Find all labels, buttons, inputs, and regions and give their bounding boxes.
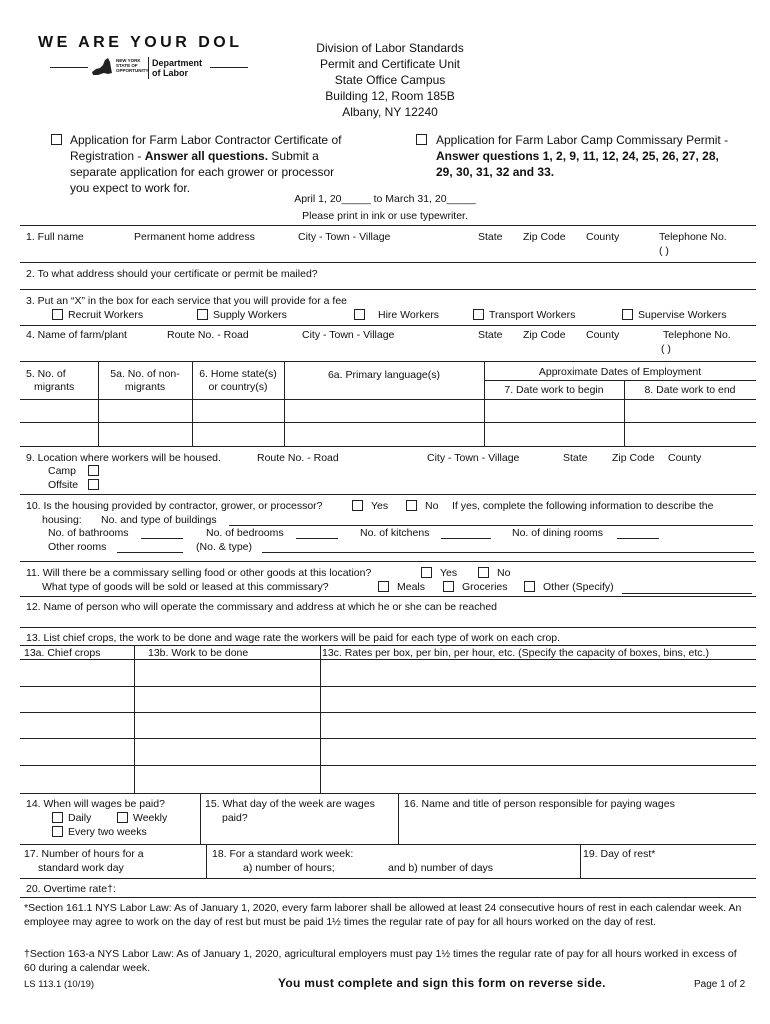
- meals-checkbox[interactable]: [378, 581, 389, 592]
- bathrooms-field[interactable]: [141, 538, 183, 539]
- q9-city-label: City - Town - Village: [427, 452, 520, 464]
- other-rooms-field[interactable]: [117, 552, 183, 553]
- q9-county-label: County: [668, 452, 702, 464]
- recruit-workers-option[interactable]: Recruit Workers: [52, 309, 143, 321]
- q1-phone-label: Telephone No.: [659, 231, 727, 243]
- q18-label: 18. For a standard work week:: [212, 848, 354, 860]
- q4-city-label: City - Town - Village: [302, 329, 395, 341]
- q9-route-label: Route No. - Road: [257, 452, 339, 464]
- q18-hours-label: a) number of hours;: [243, 862, 335, 874]
- q10-other-rooms-label: Other rooms: [48, 541, 107, 553]
- q14-label: 14. When will wages be paid?: [26, 798, 165, 810]
- section-163-note: †Section 163-a NYS Labor Law: As of January 1, 2020, agricultural employers must pay 1½ times the regular rate of pay for all hours worked in excess of 60 during a calendar week.: [24, 948, 737, 974]
- section-161-note: *Section 161.1 NYS Labor Law: As of January 1, 2020, every farm laborer shall be allowed at least 24 consecutive hours of rest in each calendar week. An employee may agree to work on the day of rest but must be paid 1½ times the regular rate of pay for all hours worked on the day of rest.: [24, 902, 742, 928]
- print-note: Please print in ink or use typewriter.: [302, 210, 468, 222]
- q18-days-label: and b) number of days: [388, 862, 494, 874]
- camp-checkbox[interactable]: [88, 465, 99, 476]
- meals-option[interactable]: Meals: [378, 581, 425, 593]
- q4-farm-label: 4. Name of farm/plant: [26, 329, 127, 341]
- q13b-header: 13b. Work to be done: [148, 647, 249, 659]
- weekly-checkbox[interactable]: [117, 812, 128, 823]
- q4-phone-label: Telephone No.: [663, 329, 731, 341]
- q10-type-label: (No. & type): [196, 541, 253, 553]
- weekly-option[interactable]: Weekly: [117, 812, 167, 824]
- groceries-checkbox[interactable]: [443, 581, 454, 592]
- q11-yes-option[interactable]: Yes: [421, 567, 457, 579]
- q11-goods-label: What type of goods will be sold or leased at this commissary?: [42, 581, 329, 593]
- q13c-header: 13c. Rates per box, per bin, per hour, etc. (Specify the capacity of boxes, bins, etc.): [322, 647, 709, 659]
- q7-begin-header: 7. Date work to begin: [504, 384, 604, 396]
- slogan: WE ARE YOUR DOL: [38, 34, 243, 51]
- daily-option[interactable]: Daily: [52, 812, 91, 824]
- hire-workers-option[interactable]: Hire Workers: [354, 309, 439, 321]
- other-goods-field[interactable]: [622, 593, 752, 594]
- every-two-weeks-option[interactable]: Every two weeks: [52, 826, 147, 838]
- q10-no-option[interactable]: No: [406, 500, 438, 512]
- q9-zip-label: Zip Code: [612, 452, 655, 464]
- address-line: Division of Labor Standards: [316, 41, 464, 55]
- q11-no-checkbox[interactable]: [478, 567, 489, 578]
- q6a-language-header: 6a. Primary language(s): [327, 369, 441, 381]
- q1-city-label: City - Town - Village: [298, 231, 391, 243]
- room-type-field[interactable]: [262, 552, 754, 553]
- q10-housing-label: housing:: [42, 514, 82, 526]
- q4-county-label: County: [586, 329, 620, 341]
- permit-period: April 1, 20_____ to March 31, 20_____: [294, 193, 476, 205]
- every-two-weeks-checkbox[interactable]: [52, 826, 63, 837]
- q11-yes-checkbox[interactable]: [421, 567, 432, 578]
- q15-label-2: paid?: [222, 812, 248, 824]
- transport-workers-option[interactable]: Transport Workers: [473, 309, 575, 321]
- q10-yes-checkbox[interactable]: [352, 500, 363, 511]
- q20-label: 20. Overtime rate†:: [26, 883, 116, 895]
- q8-end-header: 8. Date work to end: [644, 384, 736, 396]
- dol-address: [290, 40, 490, 120]
- q17-label-2: standard work day: [38, 862, 124, 874]
- q10-buildings-label: No. and type of buildings: [101, 514, 217, 526]
- q5a-nonmigrants-header: 5a. No. of non- migrants: [110, 368, 180, 393]
- new-york-state-icon: [90, 56, 114, 78]
- address-line: Albany, NY 12240: [342, 105, 438, 119]
- q12-label: 12. Name of person who will operate the commissary and address at which he or she can be reached: [26, 601, 498, 613]
- q10-no-checkbox[interactable]: [406, 500, 417, 511]
- q11-label: 11. Will there be a commissary selling food or other goods at this location?: [26, 567, 372, 579]
- logo-department: Department of Labor: [152, 58, 203, 78]
- employment-dates-header: Approximate Dates of Employment: [538, 366, 702, 378]
- q10-label: 10. Is the housing provided by contractor, grower, or processor?: [26, 500, 323, 512]
- q1-state-label: State: [478, 231, 503, 243]
- offsite-checkbox[interactable]: [88, 479, 99, 490]
- sign-reminder: You must complete and sign this form on reverse side.: [278, 976, 606, 990]
- q4-zip-label: Zip Code: [523, 329, 566, 341]
- q19-label: 19. Day of rest*: [583, 848, 656, 860]
- q13a-header: 13a. Chief crops: [24, 647, 101, 659]
- q1-county-label: County: [586, 231, 620, 243]
- page-number: Page 1 of 2: [694, 979, 746, 990]
- q10-bathrooms-label: No. of bathrooms: [48, 527, 129, 539]
- address-line: Permit and Certificate Unit: [319, 57, 461, 71]
- hire-workers-checkbox[interactable]: [354, 309, 365, 320]
- q4-state-label: State: [478, 329, 503, 341]
- address-line: State Office Campus: [334, 73, 446, 87]
- q11-no-option[interactable]: No: [478, 567, 510, 579]
- q9-state-label: State: [563, 452, 588, 464]
- recruit-workers-checkbox[interactable]: [52, 309, 63, 320]
- q5-migrants-header: 5. No. of migrants: [26, 368, 75, 393]
- q17-label-1: 17. Number of hours for a: [24, 848, 144, 860]
- q10-bedrooms-label: No. of bedrooms: [206, 527, 284, 539]
- q1-full-name-label: 1. Full name: [26, 231, 84, 243]
- address-line: Building 12, Room 185B: [325, 89, 455, 103]
- q10-dining-label: No. of dining rooms: [512, 527, 604, 539]
- groceries-option[interactable]: Groceries: [443, 581, 508, 593]
- transport-workers-checkbox[interactable]: [473, 309, 484, 320]
- camp-label: Camp: [48, 465, 77, 477]
- supply-workers-checkbox[interactable]: [197, 309, 208, 320]
- q10-if-yes-text: If yes, complete the following information to describe the: [452, 500, 714, 512]
- logo-state-text: NEW YORK STATE OF OPPORTUNITY.: [116, 58, 150, 73]
- q16-label: 16. Name and title of person responsible for paying wages: [404, 798, 675, 810]
- other-goods-checkbox[interactable]: [524, 581, 535, 592]
- offsite-label: Offsite: [48, 479, 79, 491]
- q4-route-label: Route No. - Road: [167, 329, 249, 341]
- q1-phone-area: ( ): [659, 245, 669, 257]
- buildings-field[interactable]: [229, 525, 753, 526]
- supervise-workers-checkbox[interactable]: [622, 309, 633, 320]
- bedrooms-field[interactable]: [296, 538, 338, 539]
- supply-workers-option[interactable]: Supply Workers: [197, 309, 287, 321]
- q10-kitchens-label: No. of kitchens: [360, 527, 430, 539]
- dining-rooms-field[interactable]: [617, 538, 659, 539]
- commissary-permit-label: Application for Farm Labor Camp Commissary Permit - Answer questions 1, 2, 9, 11, 12, 24, 25, 26, 27, 28, 29, 30, 31, 32 and 33.: [436, 133, 729, 179]
- q3-label: 3. Put an “X” in the box for each service that you will provide for a fee: [26, 295, 347, 307]
- q9-label: 9. Location where workers will be housed.: [26, 452, 221, 464]
- commissary-permit-checkbox[interactable]: [416, 134, 427, 145]
- q1-zip-label: Zip Code: [523, 231, 566, 243]
- other-goods-option[interactable]: Other (Specify): [524, 581, 614, 593]
- supervise-workers-option[interactable]: Supervise Workers: [622, 309, 727, 321]
- daily-checkbox[interactable]: [52, 812, 63, 823]
- contractor-certificate-label: Application for Farm Labor Contractor Certificate of Registration - Answer all questions. Submit a separate application for each grower or processor you expect to work for.: [70, 133, 342, 195]
- q13-label: 13. List chief crops, the work to be done and wage rate the workers will be paid for each type of work on each crop.: [26, 632, 561, 644]
- q4-phone-area: ( ): [661, 343, 671, 355]
- form-number: LS 113.1 (10/19): [24, 979, 95, 990]
- q1-address-label: Permanent home address: [134, 231, 255, 243]
- kitchens-field[interactable]: [441, 538, 491, 539]
- q6-home-state-header: 6. Home state(s) or country(s): [199, 368, 277, 393]
- q10-yes-option[interactable]: Yes: [352, 500, 388, 512]
- q15-label-1: 15. What day of the week are wages: [205, 798, 375, 810]
- q2-label: 2. To what address should your certificate or permit be mailed?: [26, 268, 318, 280]
- contractor-certificate-checkbox[interactable]: [51, 134, 62, 145]
